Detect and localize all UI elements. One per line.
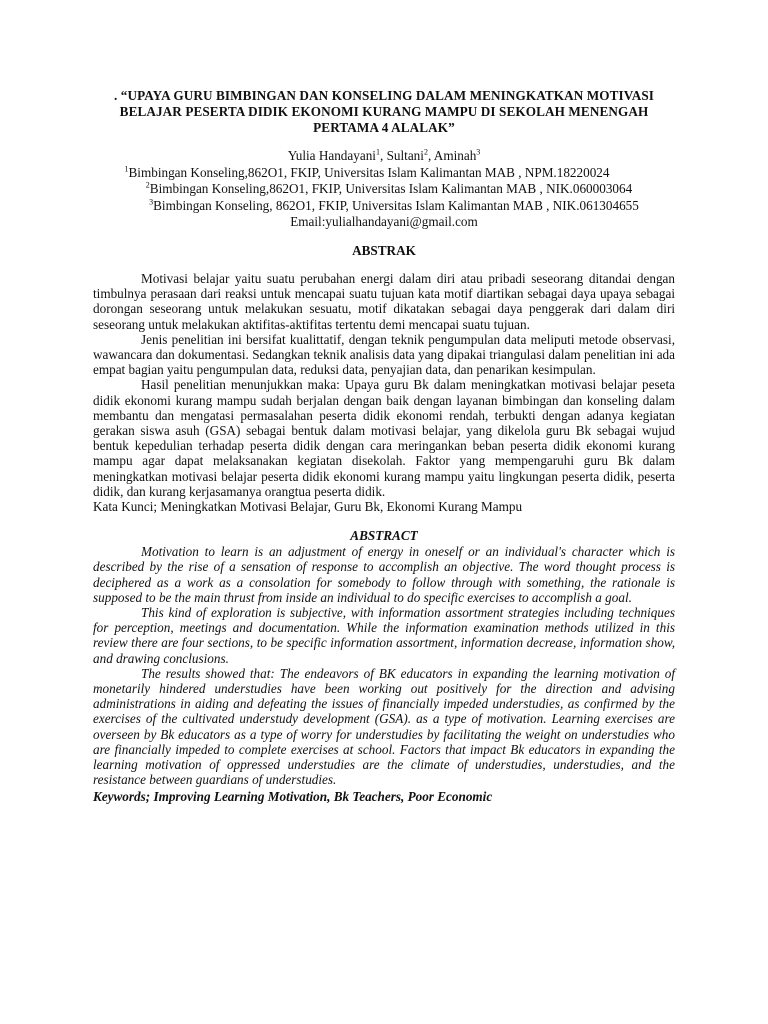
abstract-paragraph: The results showed that: The endeavors of BK educators in expanding the learning motivation of monetarily hindered understudies have been working out positively for the direction and advising administrations in aiding and defeating the issues of financially impeded understudies, as confirmed by the exercises of the cultivated understudy development (GSA). as a type of motivation. Learning exercises are overseen by Bk educators as a type of worry for understudies by facilitating the weight on understudies who are financially impeded to complete exercises at school. Factors that impact Bk educators in expanding the learning motivation of oppressed understudies are the climate of understudies, understudies, and the resistance between guardians of understudies. <box>93 665 675 788</box>
affiliation-text: Bimbingan Konseling,862O1, FKIP, Universitas Islam Kalimantan MAB , NIK.060003064 <box>149 181 633 197</box>
affiliation-sup: 1 <box>124 164 129 174</box>
abstrak-paragraph: Motivasi belajar yaitu suatu perubahan energi dalam diri atau pribadi seseorang ditandai dengan timbulnya perasaan dari reaksi untuk mencapai suatu tujuan kata motif diartikan sebagai daya upaya sebagai dorongan seseorang untuk melakukan sesuatu, motif dikatakan sebagai daya penggerak dari dalam diri seseorang untuk melakukan aktifitas-aktifitas tertentu demi mencapai suatu tujuan. <box>93 270 675 332</box>
title-line: BELAJAR PESERTA DIDIK EKONOMI KURANG MAMPU DI SEKOLAH MENENGAH <box>119 104 649 119</box>
author-names <box>93 148 675 165</box>
abstrak-paragraph: Jenis penelitian ini bersifat kualittatif, dengan teknik pengumpulan data meliputi metode observasi, wawancara dan dokumentasi. Sedangkan teknik analisis data yang dipakai triangulasi dalam penelitian ini ada empat bagian yaitu pengumpulan data, reduksi data, penyajian data, dan penarikan kesimpulan. <box>93 331 675 378</box>
author-sup-1: 1 <box>375 147 380 157</box>
title-line: . “UPAYA GURU BIMBINGAN DAN KONSELING DALAM MENINGKATKAN MOTIVASI <box>113 88 655 103</box>
author-sup-2: 2 <box>423 147 428 157</box>
affiliation-sup: 2 <box>145 180 150 190</box>
author-name-3: , Aminah <box>427 148 477 163</box>
abstrak-paragraph: Hasil penelitian menunjukkan maka: Upaya guru Bk dalam meningkatkan motivasi belajar peseta didik ekonomi kurang mampu sudah berjalan dengan baik dengan layanan bimbingan dan konseling dalam membantu dan mengatasi permasalahan peserta didik ekonomi rendah, terbukti dengan adanya kegiatan gerakan siswa asuh (GSA) sebagai bentuk dalam motivasi belajar, yang dikelola guru Bk sebagai wujud bentuk kepedulian terhadap peserta didik dengan cara meringankan beban peserta didik ekonomi kurang mampu agar dapat melaksanakan kegiatan disekolah. Faktor yang mempengaruhi guru Bk dalam meningkatkan motivasi belajar peserta didik ekonomi kurang mampu yaitu lingkungan peserta didik, peserta didik, dan kurang kerjasamanya orangtua peserta didik. <box>93 377 675 499</box>
author-name-1: Yulia Handayani <box>287 148 376 163</box>
author-name-2: , Sultani <box>379 148 424 163</box>
author-email: Email:yulialhandayani@gmail.com <box>290 214 478 230</box>
kata-kunci: Kata Kunci; Meningkatkan Motivasi Belajar, Guru Bk, Ekonomi Kurang Mampu <box>93 499 523 515</box>
author-sup-3: 3 <box>476 147 481 157</box>
abstract-body <box>93 544 675 804</box>
abstract-heading: ABSTRACT <box>350 528 418 544</box>
abstract-paragraph: Motivation to learn is an adjustment of energy in oneself or an individual's character which is described by the rise of a sensation of response to accomplish an objective. The word thought process is deciphered as a work as a consolation for somebody to follow through with something, the rationale is supposed to be the main thrust from inside an individual to do specific exercises to accomplish a goal. <box>93 544 675 605</box>
abstract-paragraph: This kind of exploration is subjective, with information assortment strategies including techniques for perception, meetings and documentation. While the information examination methods utilized in this review there are four sections, to be specific information assortment, information decrease, information show, and drawing conclusions. <box>93 605 675 666</box>
abstrak-body <box>93 271 675 514</box>
affiliation-1 <box>59 165 675 182</box>
affiliation-text: Bimbingan Konseling, 862O1, FKIP, Universitas Islam Kalimantan MAB , NIK.061304655 <box>153 197 639 213</box>
abstrak-heading: ABSTRAK <box>352 242 416 258</box>
affiliation-3 <box>113 198 675 215</box>
affiliation-2 <box>103 181 675 198</box>
affiliation-sup: 3 <box>149 197 154 207</box>
affiliation-text: Bimbingan Konseling,862O1, FKIP, Universitas Islam Kalimantan MAB , NPM.18220024 <box>128 164 610 180</box>
title-line: PERTAMA 4 ALALAK” <box>313 120 455 135</box>
keywords: Keywords; Improving Learning Motivation, Bk Teachers, Poor Economic <box>93 789 493 805</box>
author-block <box>93 148 675 231</box>
paper-title <box>93 88 675 136</box>
